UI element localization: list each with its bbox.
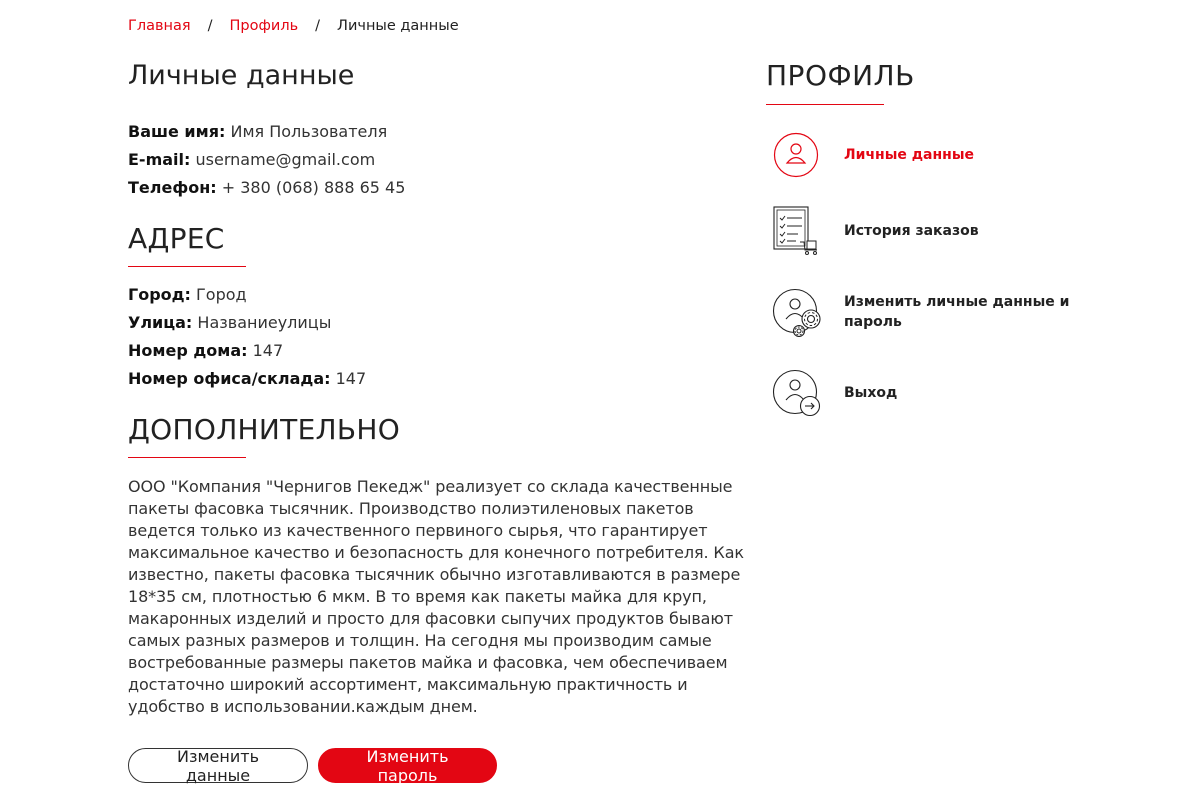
sidebar-menu (766, 130, 1086, 418)
change-password-button[interactable]: Изменить пароль (318, 748, 497, 783)
additional-title: ДОПОЛНИТЕЛЬНО (128, 413, 401, 446)
profile-actions (128, 748, 758, 783)
name-label: Ваше имя: (128, 122, 226, 141)
user-settings-icon (772, 287, 822, 337)
street-label: Улица: (128, 313, 193, 332)
email-label: E-mail: (128, 150, 191, 169)
sidebar-divider (766, 104, 884, 105)
main-content (128, 56, 758, 783)
email-value: username@gmail.com (195, 150, 376, 169)
office-label: Номер офиса/склада: (128, 369, 331, 388)
phone-row (128, 174, 758, 202)
house-row (128, 337, 758, 365)
additional-section (128, 411, 758, 718)
sidebar-item-logout[interactable] (766, 368, 1086, 418)
city-value: Город (196, 285, 247, 304)
breadcrumb-current: Личные данные (337, 18, 459, 34)
sidebar-item-label: Личные данные (844, 147, 975, 163)
office-value: 147 (335, 369, 367, 388)
city-row (128, 281, 758, 309)
address-section (128, 220, 758, 393)
city-label: Город: (128, 285, 191, 304)
personal-info (128, 118, 758, 202)
order-history-icon (772, 206, 822, 256)
email-row (128, 146, 758, 174)
name-row (128, 118, 758, 146)
sidebar-item-edit-profile[interactable] (766, 282, 1086, 342)
sidebar-item-label: Выход (844, 385, 898, 401)
sidebar-title: ПРОФИЛЬ (766, 59, 915, 92)
additional-description: ООО "Компания "Чернигов Пекедж" реализует со склада качественные пакеты фасовка тысячник. Производство полиэтиленовых пакетов ведется только из качественного первиного сырья, что гарантирует максимальное качество и безопасность для конечного потребителя. Как известно, пакеты фасовка тысячник обычно изготавливаются в размере 18*35 см, плотностью 6 мкм. В то время как пакеты майка для круп, макаронных изделий и просто для фасовки сыпучих продуктов бывают самых разных размеров и толщин. На сегодня мы производим самые востребованные размеры пакетов майка и фасовка, чем обеспечиваем достаточно широкий ассортимент, максимальную практичность и удобство в использовании.каждым днем. (128, 477, 744, 716)
edit-data-button[interactable]: Изменить данные (128, 748, 308, 783)
sidebar-item-label: Изменить личные данные и пароль (844, 294, 1070, 330)
name-value: Имя Пользователя (230, 122, 388, 141)
breadcrumb-profile-link[interactable]: Профиль (229, 18, 299, 34)
phone-value: + 380 (068) 888 65 45 (221, 178, 406, 197)
additional-divider (128, 457, 246, 458)
house-value: 147 (252, 341, 284, 360)
user-circle-icon (772, 130, 822, 180)
sidebar-item-order-history[interactable] (766, 206, 1086, 256)
profile-sidebar (766, 56, 1086, 444)
street-value: Названиеулицы (197, 313, 332, 332)
address-divider (128, 266, 246, 267)
sidebar-item-personal-data[interactable] (766, 130, 1086, 180)
breadcrumb-separator: / (207, 18, 213, 34)
phone-label: Телефон: (128, 178, 217, 197)
page-title: Личные данные (128, 60, 355, 91)
breadcrumb (128, 18, 459, 34)
sidebar-item-label: История заказов (844, 223, 979, 239)
logout-icon (772, 368, 822, 418)
office-row (128, 365, 758, 393)
house-label: Номер дома: (128, 341, 248, 360)
breadcrumb-home-link[interactable]: Главная (128, 18, 191, 34)
street-row (128, 309, 758, 337)
address-title: АДРЕС (128, 222, 225, 255)
breadcrumb-separator: / (315, 18, 321, 34)
